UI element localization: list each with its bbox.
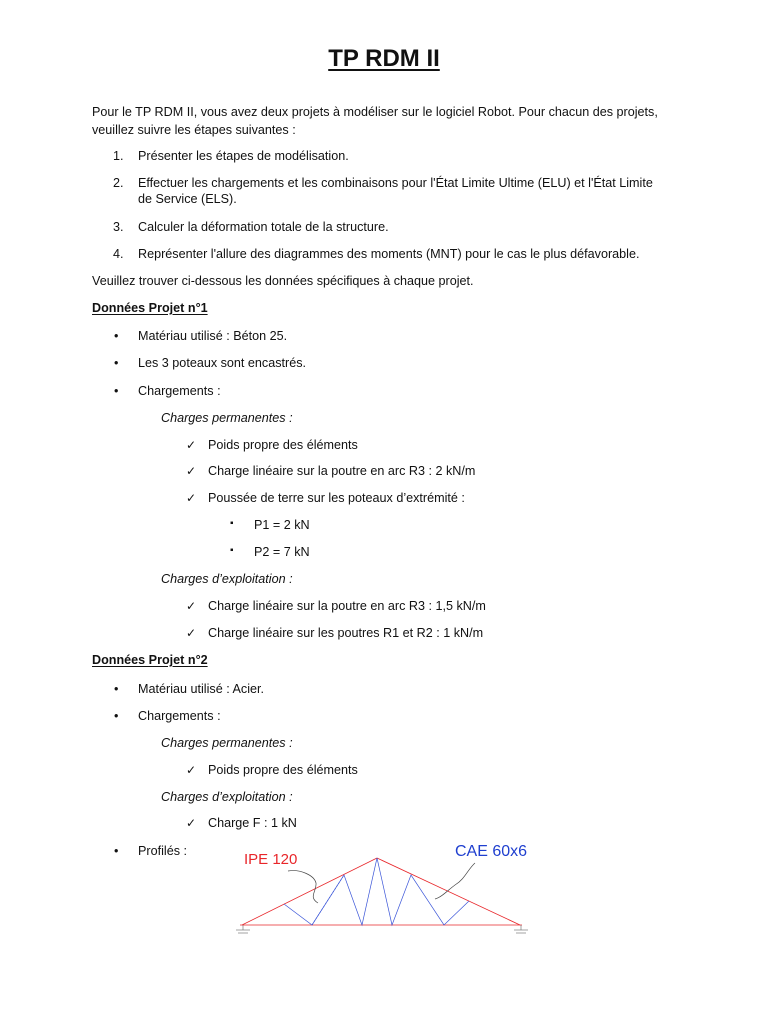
- live-loads-heading: Charges d’exploitation :: [161, 572, 293, 586]
- bullet-text: Matériau utilisé : Béton 25.: [138, 329, 288, 343]
- square-bullet-icon: ▪: [230, 545, 234, 556]
- bullet-icon: •: [114, 844, 119, 858]
- bullet-icon: •: [114, 709, 119, 723]
- bullet-text: Matériau utilisé : Acier.: [138, 682, 264, 696]
- checkmark-icon: ✓: [186, 438, 197, 452]
- leader-line-ipe: [288, 871, 318, 903]
- step-number: 2.: [113, 176, 124, 190]
- web-members: [284, 858, 469, 925]
- bullet-text: Les 3 poteaux sont encastrés.: [138, 356, 307, 370]
- checkmark-icon: ✓: [186, 464, 197, 478]
- step-number: 4.: [113, 247, 124, 261]
- leader-line-cae: [435, 863, 475, 899]
- step-text: Présenter les étapes de modélisation.: [138, 149, 349, 163]
- live-loads-heading: Charges d’exploitation :: [161, 790, 293, 804]
- bullet-icon: •: [114, 682, 119, 696]
- check-item: Charge linéaire sur la poutre en arc R3 : 2 kN/m: [208, 464, 476, 478]
- step-text: Représenter l'allure des diagrammes des moments (MNT) pour le cas le plus défavorable.: [138, 247, 640, 261]
- step-text: de Service (ELS).: [138, 192, 237, 206]
- checkmark-icon: ✓: [186, 763, 197, 777]
- top-chord: [240, 858, 522, 925]
- bullet-icon: •: [114, 356, 119, 370]
- checkmark-icon: ✓: [186, 599, 197, 613]
- checkmark-icon: ✓: [186, 626, 197, 640]
- sub-item: P2 = 7 kN: [254, 545, 310, 559]
- support-left: [236, 925, 250, 933]
- bullet-text: Chargements :: [138, 709, 221, 723]
- bullet-text: Profilés :: [138, 844, 187, 858]
- step-text: Effectuer les chargements et les combinaisons pour l'État Limite Ultime (ELU) et l'État Limite: [138, 176, 653, 190]
- label-ipe: IPE 120: [244, 851, 298, 868]
- step-number: 1.: [113, 149, 124, 163]
- check-item: Charge linéaire sur les poutres R1 et R2 : 1 kN/m: [208, 626, 484, 640]
- bullet-icon: •: [114, 384, 119, 398]
- step-text: Calculer la déformation totale de la structure.: [138, 220, 389, 234]
- label-cae: CAE 60x6: [455, 843, 528, 860]
- bullet-text: Chargements :: [138, 384, 221, 398]
- check-item: Poids propre des éléments: [208, 763, 358, 777]
- permanent-loads-heading: Charges permanentes :: [161, 411, 293, 425]
- check-item: Poids propre des éléments: [208, 438, 358, 452]
- permanent-loads-heading: Charges permanentes :: [161, 736, 293, 750]
- intro-line-2: veuillez suivre les étapes suivantes :: [92, 123, 296, 137]
- square-bullet-icon: ▪: [230, 518, 234, 529]
- check-item: Poussée de terre sur les poteaux d’extrémité :: [208, 491, 465, 505]
- support-right: [514, 925, 528, 933]
- page-title: TP RDM II: [328, 45, 440, 72]
- sub-item: P1 = 2 kN: [254, 518, 310, 532]
- outro-text: Veuillez trouver ci-dessous les données spécifiques à chaque projet.: [92, 274, 474, 288]
- intro-line-1: Pour le TP RDM II, vous avez deux projets à modéliser sur le logiciel Robot. Pour chacun des projets,: [92, 105, 658, 119]
- truss-figure: [230, 835, 540, 945]
- check-item: Charge linéaire sur la poutre en arc R3 : 1,5 kN/m: [208, 599, 486, 613]
- checkmark-icon: ✓: [186, 491, 197, 505]
- check-item: Charge F : 1 kN: [208, 816, 297, 830]
- project2-heading: Données Projet n°2: [92, 653, 208, 667]
- checkmark-icon: ✓: [186, 816, 197, 830]
- step-number: 3.: [113, 220, 124, 234]
- bullet-icon: •: [114, 329, 119, 343]
- project1-heading: Données Projet n°1: [92, 301, 208, 315]
